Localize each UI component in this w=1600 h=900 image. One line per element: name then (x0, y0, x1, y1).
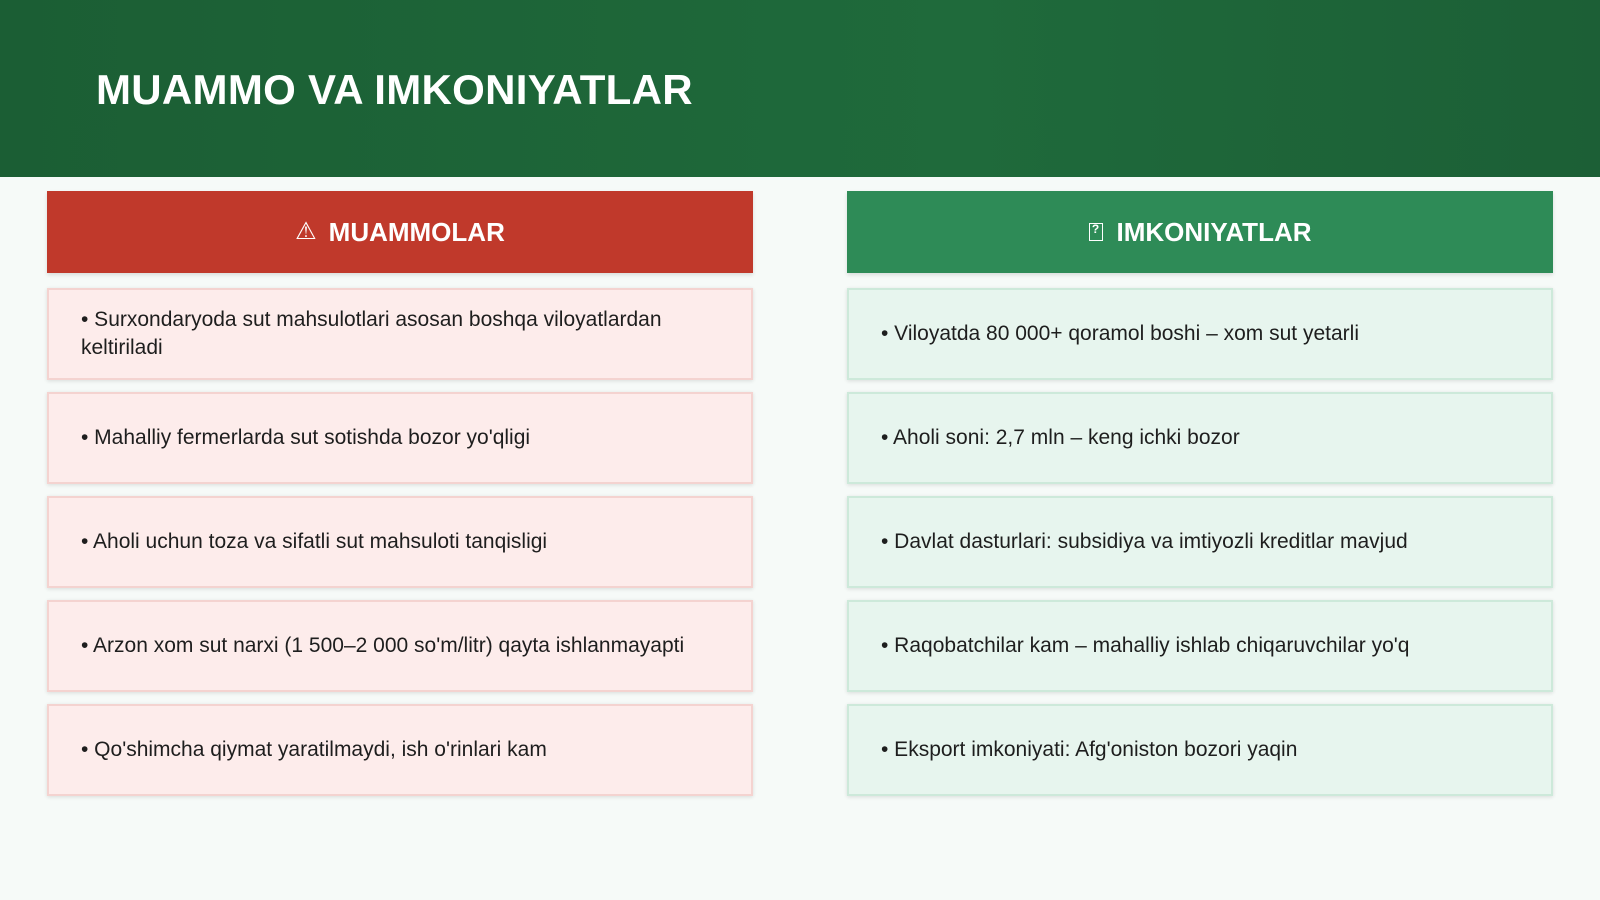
opportunity-item (847, 600, 1553, 692)
problem-item-text: • Qo'shimcha qiymat yaratilmaydi, ish o'rinlari kam (81, 738, 547, 761)
opportunity-item-text: • Viloyatda 80 000+ qoramol boshi – xom sut yetarli (881, 322, 1359, 345)
opportunity-item-text: • Aholi soni: 2,7 mln – keng ichki bozor (881, 426, 1240, 449)
problem-item (47, 288, 753, 380)
warning-icon: ⚠ (295, 218, 317, 245)
problem-item-text: • Arzon xom sut narxi (1 500–2 000 so'm/litr) qayta ishlanmayapti (81, 634, 685, 657)
opportunity-item (847, 392, 1553, 484)
problem-item (47, 496, 753, 588)
missing-glyph-icon (1089, 223, 1103, 241)
problem-item-text: • Surxondaryoda sut mahsulotlari asosan boshqa viloyatlardan keltiriladi (81, 308, 662, 359)
problems-list (47, 288, 753, 796)
slide-title: MUAMMO VA IMKONIYATLAR (96, 66, 693, 113)
problems-column (47, 191, 753, 808)
opportunities-header-label: IMKONIYATLAR (1116, 216, 1312, 247)
opportunity-item (847, 288, 1553, 380)
problem-item-text: • Aholi uchun toza va sifatli sut mahsuloti tanqisligi (81, 530, 548, 553)
title-banner (0, 0, 1600, 177)
opportunity-item-text: • Davlat dasturlari: subsidiya va imtiyozli kreditlar mavjud (881, 530, 1408, 553)
problems-header (47, 191, 753, 273)
problem-item-text: • Mahalliy fermerlarda sut sotishda bozor yo'qligi (81, 426, 531, 449)
opportunity-item (847, 496, 1553, 588)
opportunity-item-text: • Eksport imkoniyati: Afg'oniston bozori yaqin (881, 738, 1298, 761)
opportunities-list (847, 288, 1553, 796)
opportunity-item (847, 704, 1553, 796)
opportunities-column (847, 191, 1553, 808)
opportunities-header (847, 191, 1553, 273)
problem-item (47, 600, 753, 692)
problems-header-label: MUAMMOLAR (328, 216, 505, 247)
problem-item (47, 392, 753, 484)
opportunity-item-text: • Raqobatchilar kam – mahalliy ishlab chiqaruvchilar yo'q (881, 634, 1410, 657)
problem-item (47, 704, 753, 796)
